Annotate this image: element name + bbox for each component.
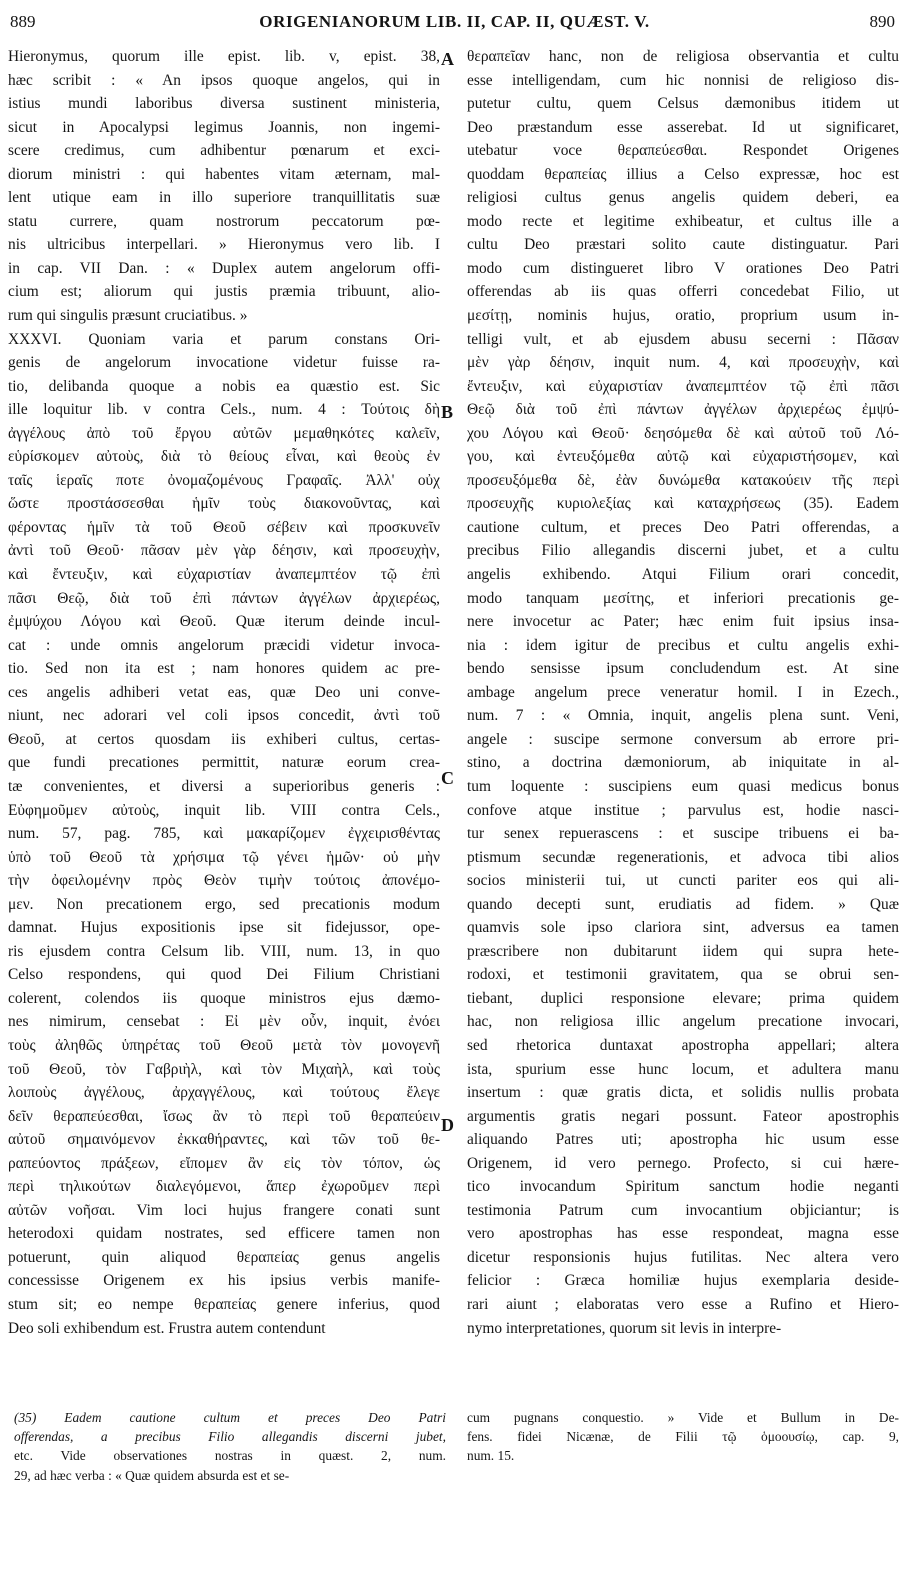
text-line: Origenem, id vero pernego. Profecto, si cui hære-: [467, 1154, 899, 1172]
text-line: esse intelligendam, cum hic nonnisi de religioso dis-: [467, 71, 899, 89]
text-line: niunt, nec adorari vel coli ipsos concedit, ἀντὶ τοῦ: [8, 707, 440, 725]
text-line: μὲν γὰρ δέησιν, inquit num. 4, καὶ προσευχὴν, καὶ: [467, 354, 899, 372]
text-line: dicetur responsionis hujus futilitas. Nec altera vero: [467, 1248, 899, 1266]
text-line: genis de angelorum invocatione videtur fuisse ra-: [8, 354, 440, 372]
running-title: ORIGENIANORUM LIB. II, CAP. II, QUÆST. V.: [259, 12, 650, 31]
text-line: Hieronymus, quorum ille epist. lib. v, epist. 38,: [8, 48, 440, 65]
text-line: cat : unde omnis angelorum præcidi videtur invoca-: [8, 636, 440, 654]
text-line: bendo sensisse ipsum concludendum est. At sine: [467, 660, 899, 678]
text-line: quamvis sole ipso clariora sint, adversus ea tamen: [467, 919, 899, 937]
left-text-column: [8, 45, 440, 1340]
text-line: θεραπεῖαν hanc, non de religiosa observantia et cultu: [467, 48, 899, 65]
text-line: offerendas ab iis quas offerri concedebat Filio, ut: [467, 283, 899, 301]
text-line: sed rhetorica duntaxat apostropha appellari; altera: [467, 1036, 899, 1054]
text-line: rari aiunt ; elaboratas vero esse a Rufino et Hiero-: [467, 1295, 899, 1313]
text-line: τοὺς ἀληθῶς ὑπηρέτας τοῦ Θεοῦ μετὰ τὸν μονογενῆ: [8, 1036, 440, 1054]
margin-letter-a: A: [441, 49, 454, 69]
text-line: αὐτοῦ σημαινόμενον ἐκκαθήραντες, καὶ τῶν τοῦ θε-: [8, 1131, 440, 1149]
text-line: γου, καὶ ἐντευξόμεθα αὐτῷ καὶ εὐχαριστήσομεν, καὶ: [467, 448, 899, 466]
text-line: modo cum distingueret libro V orationes Deo Patri: [467, 259, 899, 277]
text-line: hæc scribit : « An ipsos quoque angelos, qui in: [8, 71, 440, 89]
text-line: præscribere non dubitarunt iidem qui supra hete-: [467, 942, 899, 960]
text-line: ἀγγέλους ἀπὸ τοῦ ἔργου αὐτῶν μεμαθηκότες καλεῖν,: [8, 424, 440, 442]
text-line: statu currere, quam nostrorum peccatorum pœ-: [8, 212, 440, 230]
text-line: argumentis gratis negari possunt. Fateor apostrophis: [467, 1107, 899, 1125]
text-line: stino, a doctrina dæmoniorum, ab iniquitate in al-: [467, 754, 899, 772]
text-line: cium est; aliorum qui justis præmia tribuunt, alio-: [8, 283, 440, 301]
text-line: cum pugnans conquestio. » Vide et Bullum in De-: [467, 1410, 899, 1425]
text-line: que fundi precationes permittit, naturæ eorum crea-: [8, 754, 440, 772]
text-line: felicior : Græca homiliæ hujus exemplaria deside-: [467, 1272, 899, 1290]
text-line: religiosi cultus genus angelis quidem deberi, ea: [467, 189, 899, 207]
text-line: Θεῷ διὰ τοῦ ἐπὶ πάντων ἀγγέλων ἀρχιερέως ἐμψύ-: [467, 401, 899, 419]
text-line: τὴν ὀφειλομένην πρὸς Θεὸν τιμὴν τούτοις ἀπονέμο-: [8, 872, 440, 890]
text-line: colerent, colendos iis quoque ministros ejus dæmo-: [8, 989, 440, 1007]
text-line: angelis exhibendo. Atqui Filium orari concedit,: [467, 566, 899, 584]
text-line: ptismum secundæ regenerationis, et advoca tibi alios: [467, 848, 899, 866]
text-line: rum qui singulis præsunt cruciatibus. »: [8, 307, 248, 325]
text-line: nymo interpretationes, quorum sit levis in interpre-: [467, 1319, 782, 1337]
text-line: etc. Vide observationes nostras in quæst. 2, num.: [14, 1448, 446, 1464]
text-line: num. 15.: [467, 1448, 515, 1464]
text-line: tio, delibanda quoque a nobis ea quæstio est. Sic: [8, 377, 440, 395]
text-line: concessisse Origenem ex his ipsius verbis manife-: [8, 1272, 440, 1290]
text-line: socios ministerii tui, ut cuncti pariter eos qui ali-: [467, 872, 899, 890]
text-line: Εὐφημοῦμεν αὐτοὺς, inquit lib. VIII contra Cels.,: [8, 801, 440, 819]
text-line: tiebant, duplici responsione elevare; prima quidem: [467, 989, 899, 1007]
text-line: vero apostrophas has esse respondeat, magna esse: [467, 1225, 899, 1243]
text-line: ταῖς ἱεραῖς ποτε ὀνομαζομένους Γραφαῖς. Ἀλλ' οὐχ: [8, 471, 440, 489]
text-line: εὑρίσκομεν αὐτοὺς, διὰ τὸ θείους εἶναι, καὶ θεοὺς ἐν: [8, 448, 440, 466]
text-line: damnat. Hujus expositionis ipse sit fidejussor, ope-: [8, 919, 440, 937]
text-line: nere invocetur ac Pater; hæc enim fuit ipsius insa-: [467, 613, 899, 631]
text-line: Celso respondens, qui quod Dei Filium Christiani: [8, 966, 440, 984]
text-line: tur senex repuerascens : et suscipe tribuens ei ba-: [467, 825, 899, 843]
running-header: [0, 12, 909, 40]
text-line: potuerunt, quin aliquod θεραπείας genus angelis: [8, 1248, 440, 1266]
footnote-right: [467, 1408, 899, 1466]
text-line: stum sit; eo nempe θεραπείας genere inferius, quod: [8, 1295, 440, 1313]
text-line: istius mundi laboribus diversa sustinent ministeria,: [8, 95, 440, 113]
text-line: Deo præstandum esse asserebat. Id ut significaret,: [467, 118, 899, 136]
text-line: Deo soli exhibendum est. Frustra autem contendunt: [8, 1319, 326, 1337]
text-line: ces angelis adhiberi vetat eas, quæ Deo uni conve-: [8, 683, 440, 701]
text-line: rodoxi, et testimonii gravitatem, qua se obrui sen-: [467, 966, 899, 984]
text-line: offerendas, a precibus Filio allegandis discerni jubet,: [14, 1429, 446, 1445]
text-line: λοιποὺς ἀγγέλους, ἀρχαγγέλους, καὶ τούτους ἔλεγε: [8, 1084, 440, 1102]
text-line: lent utique eam in illo superiore tranquillitatis suæ: [8, 189, 440, 207]
text-line: num. 7 : « Omnia, inquit, angelis plena sunt. Veni,: [467, 707, 899, 725]
text-line: hac, non religiosa illic angelum precatione invocari,: [467, 1013, 899, 1031]
text-line: προσευξόμεθα δὲ, ἐὰν δυνώμεθα κατακούειν τῆς περὶ: [467, 471, 899, 489]
text-line: δεῖν θεραπεύεσθαι, ἴσως ἂν τὸ περὶ τοῦ θεραπεύειν: [8, 1107, 440, 1125]
text-line: nis ultricibus interpellari. » Hieronymus vero lib. I: [8, 236, 440, 254]
text-line: XXXVI. Quoniam varia et parum constans Ori-: [8, 330, 440, 348]
text-line: αὐτῶν νοῆσαι. Vim loci hujus frangere conati sunt: [8, 1201, 440, 1219]
text-line: sicut in Apocalypsi legimus Joannis, non ingemi-: [8, 118, 440, 136]
text-line: Θεοῦ, at certos quosdam iis exhiberi cultus, certas-: [8, 730, 440, 748]
text-line: μεσίτῃ, nominis hujus, oratio, proprium usum in-: [467, 307, 899, 325]
text-line: scere credimus, cum adhibentur pœnarum et exci-: [8, 142, 440, 160]
text-line: telligi vult, et ab ejusdem abusu secerni : Πᾶσαν: [467, 330, 899, 348]
text-line: testimonia Patrum cum invocantium objiciantur; is: [467, 1201, 899, 1219]
margin-letter-b: B: [441, 402, 454, 422]
text-line: ραπεύοντος πράξεων, εἴπομεν ἂν εἰς τὸν τόπον, ὡς: [8, 1154, 440, 1172]
text-line: tæ convenientes, et diversi a superioribus generis :: [8, 777, 440, 795]
text-line: confove atque institue ; parvulus est, hodie nasci-: [467, 801, 899, 819]
text-line: nia : idem igitur de precibus et cultu angelis exhi-: [467, 636, 899, 654]
text-line: utebatur voce θεραπεύεσθαι. Respondet Origenes: [467, 142, 899, 160]
text-line: ille loquitur lib. v contra Cels., num. 4 : Τούτοις δὴ: [8, 401, 440, 419]
text-line: 29, ad hæc verba : « Quæ quidem absurda est et se-: [14, 1467, 290, 1483]
text-line: ὑπὸ τοῦ Θεοῦ τὰ χρήσιμα τῷ γένει ἡμῶν· οὐ μὴν: [8, 848, 440, 866]
text-line: προσευχῆς κυριολεξίας καὶ καταχρήσεως (35). Eadem: [467, 495, 899, 513]
text-line: modo recte et legitime exhibeatur, et cultus ille a: [467, 212, 899, 230]
text-line: φέροντας ἡμῖν τὰ τοῦ Θεοῦ σέβειν καὶ προσκυνεῖν: [8, 518, 440, 536]
text-line: πᾶσι Θεῷ, διὰ τοῦ ἐπὶ πάντων ἀγγέλων ἀρχιερέως,: [8, 589, 440, 607]
text-line: quando decepti sunt, erudiatis ad fidem. » Quæ: [467, 895, 899, 913]
text-line: ris ejusdem contra Celsum lib. VIII, num. 13, in quo: [8, 942, 440, 960]
text-line: cautione cultum, et preces Deo Patri offerendas, a: [467, 518, 899, 536]
text-line: ista, spurium esse hunc locum, et adultera manu: [467, 1060, 899, 1078]
footnote-left: [14, 1408, 446, 1485]
text-line: καὶ ἔντευξιν, καὶ εὐχαριστίαν ἀναπεμπτέον τῷ ἐπὶ: [8, 566, 440, 584]
text-line: quoddam θεραπείας illius a Celso expressæ, hoc est: [467, 165, 899, 183]
text-line: τοῦ Θεοῦ, τὸν Γαβριὴλ, καὶ τὸν Μιχαὴλ, καὶ τοὺς: [8, 1060, 440, 1078]
margin-letter-d: D: [441, 1115, 454, 1135]
text-line: tio. Sed non ita est ; nam honores quidem ac pre-: [8, 660, 440, 678]
text-line: diorum ministri : qui habentes vitam æternam, mal-: [8, 165, 440, 183]
text-line: putetur cultu, quem Celsus dæmonibus itidem ut: [467, 95, 899, 113]
text-line: modo tanquam μεσίτης, et inferiori precationis ge-: [467, 589, 899, 607]
text-line: precibus Filio allegandis discerni jubet, et a cultu: [467, 542, 899, 560]
text-line: περὶ τηλικούτων διαλεγόμενοι, ἅπερ ἐχωροῦμεν περὶ: [8, 1178, 440, 1196]
text-line: num. 57, pag. 785, καὶ μακαρίζομεν ἐγχειρισθέντας: [8, 825, 440, 843]
text-line: tico invocandum Spiritum sanctum hodie neganti: [467, 1178, 899, 1196]
text-line: insertum : quæ gratis dicta, et solidis nullis probata: [467, 1084, 899, 1102]
margin-letter-c: C: [441, 768, 454, 788]
text-line: nes nimirum, censebat : Εἰ μὲν οὖν, inquit, ἐνόει: [8, 1013, 440, 1031]
right-text-column: [467, 45, 899, 1340]
text-line: aliquando Patres uti; apostropha hic usum esse: [467, 1131, 899, 1149]
text-line: ambage angelum prece veneratur homil. I in Ezech.,: [467, 683, 899, 701]
page-number-right: 890: [869, 12, 895, 31]
text-line: angele : suscipe sermone conversum ab errore pri-: [467, 730, 899, 748]
text-line: fens. fidei Nicænæ, de Filii τῷ ὁμοουσίῳ, cap. 9,: [467, 1429, 899, 1445]
text-line: ἐμψύχου Λόγου καὶ Θεοῦ. Quæ iterum deinde incul-: [8, 613, 440, 631]
text-line: cultu Deo præstari solito caute distinguatur. Pari: [467, 236, 899, 254]
text-line: ἀντὶ τοῦ Θεοῦ· πᾶσαν μὲν γὰρ δέησιν, καὶ προσευχὴν,: [8, 542, 440, 560]
text-line: heterodoxi quidam nostrates, sed efficere tamen non: [8, 1225, 440, 1243]
text-line: ἔντευξιν, καὶ εὐχαριστίαν ἀναπεμπτέον τῷ ἐπὶ πᾶσι: [467, 377, 899, 395]
text-line: χου Λόγου καὶ Θεοῦ· δεησόμεθα δὲ καὶ αὐτοῦ τοῦ Λό-: [467, 424, 899, 442]
text-line: (35) Eadem cautione cultum et preces Deo Patri: [14, 1410, 446, 1425]
page-number-left: 889: [10, 12, 36, 31]
text-line: ὥστε προστάσσεσθαι ἡμῖν τοὺς διακονοῦντας, καὶ: [8, 495, 440, 513]
text-line: tum loquente : suscipiens eum quasi medicus bonus: [467, 777, 899, 795]
text-line: in cap. VII Dan. : « Duplex autem angelorum offi-: [8, 259, 440, 277]
text-line: μεν. Non precationem ergo, sed precationis modum: [8, 895, 440, 913]
